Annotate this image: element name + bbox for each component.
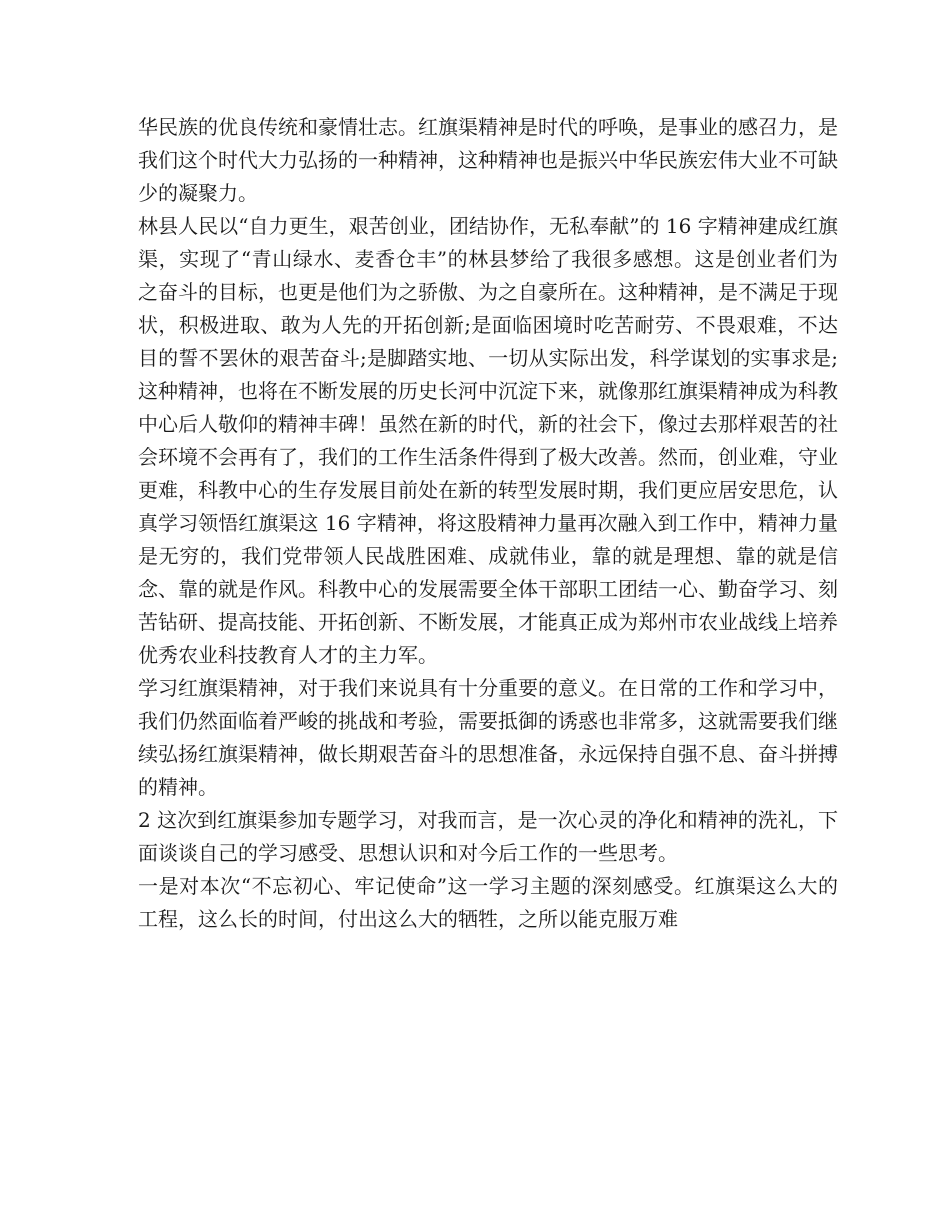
document-body	[138, 111, 838, 936]
paragraph-4: 2 这次到红旗渠参加专题学习，对我而言，是一次心灵的净化和精神的洗礼，下面谈谈自己的学习感受、思想认识和对今后工作的一些思考。	[138, 808, 838, 865]
paragraph-3: 学习红旗渠精神，对于我们来说具有十分重要的意义。在日常的工作和学习中，我们仍然面临着严峻的挑战和考验，需要抵御的诱惑也非常多，这就需要我们继续弘扬红旗渠精神，做长期艰苦奋斗的思想准备，永远保持自强不息、奋斗拼搏的精神。	[138, 676, 838, 799]
paragraph-2: 林县人民以“自力更生，艰苦创业，团结协作，无私奉献”的 16 字精神建成红旗渠，实现了“青山绿水、麦香仓丰”的林县梦给了我很多感想。这是创业者们为之奋斗的目标，也更是他们为之骄傲、为之自豪所在。这种精神，是不满足于现状，积极进取、敢为人先的开拓创新;是面临困境时吃苦耐劳、不畏艰难，不达目的誓不罢休的艰苦奋斗;是脚踏实地、一切从实际出发，科学谋划的实事求是;这种精神，也将在不断发展的历史长河中沉淀下来，就像那红旗渠精神成为科教中心后人敬仰的精神丰碑！虽然在新的时代，新的社会下，像过去那样艰苦的社会环境不会再有了，我们的工作生活条件得到了极大改善。然而，创业难，守业更难，科教中心的生存发展目前处在新的转型发展时期，我们更应居安思危，认真学习领悟红旗渠这 16 字精神，将这股精神力量再次融入到工作中，精神力量是无穷的，我们党带领人民战胜困难、成就伟业，靠的就是理想、靠的就是信念、靠的就是作风。科教中心的发展需要全体干部职工团结一心、勤奋学习、刻苦钻研、提高技能、开拓创新、不断发展，才能真正成为郑州市农业战线上培养优秀农业科技教育人才的主力军。	[138, 214, 838, 667]
paragraph-5: 一是对本次“不忘初心、牢记使命”这一学习主题的深刻感受。红旗渠这么大的工程，这么长的时间，付出这么大的牺牲，之所以能克服万难	[138, 874, 838, 931]
paragraph-1: 华民族的优良传统和豪情壮志。红旗渠精神是时代的呼唤，是事业的感召力，是我们这个时代大力弘扬的一种精神，这种精神也是振兴中华民族宏伟大业不可缺少的凝聚力。	[138, 115, 838, 205]
